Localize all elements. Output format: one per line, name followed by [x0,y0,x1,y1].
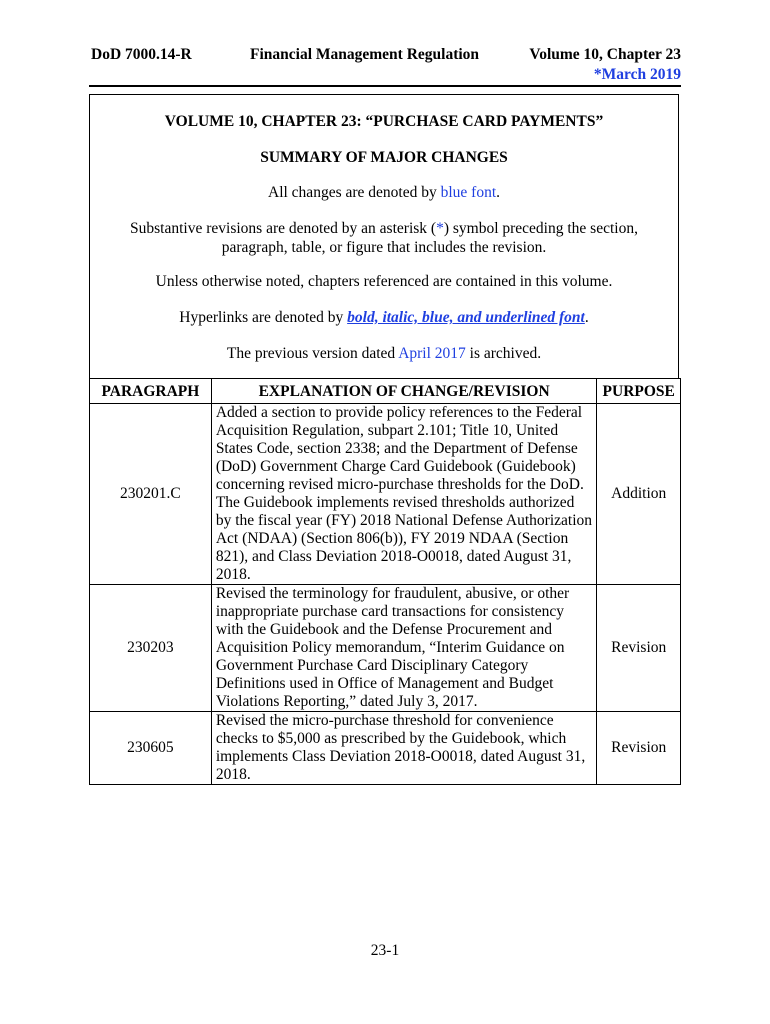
paragraph-cell: 230605 [90,712,212,785]
note-text: All changes are denoted by [268,184,441,201]
summary-archive-note [90,344,678,363]
note-text: ) symbol preceding the section, [443,220,638,237]
header-doc-id: DoD 7000.14-R [91,46,192,63]
summary-box [89,94,679,378]
header-regulation-title: Financial Management Regulation [250,46,480,63]
paragraph-cell: 230203 [90,585,212,712]
column-header-paragraph: PARAGRAPH [90,379,212,404]
note-text: Hyperlinks are denoted by [179,309,348,326]
changes-table [89,378,681,785]
paragraph-cell: 230201.C [90,404,212,585]
note-text: paragraph, table, or figure that includes the revision. [221,239,547,256]
summary-chapters-note: Unless otherwise noted, chapters referenced are contained in this volume. [155,273,613,290]
archived-version-date: April 2017 [398,345,466,362]
note-text: Substantive revisions are denoted by an asterisk ( [130,220,437,237]
page-number: 23-1 [370,942,400,959]
explanation-cell: Added a section to provide policy references to the Federal Acquisition Regulation, subpart 2.101; Title 10, United States Code, section 2338; and the Department of Defense (DoD) Government Charge Card Guidebook (Guidebook) concerning revised micro-purchase thresholds for the DoD. The Guidebook implements revised thresholds authorized by the fiscal year (FY) 2018 National Defense Authorization Act (NDAA) (Section 806(b)), FY 2019 NDAA (Section 821), and Class Deviation 2018-O0018, dated August 31, 2018. [211,404,597,585]
summary-asterisk-note [90,219,678,257]
note-text: . [584,309,589,326]
hyperlink-style-sample[interactable]: bold, italic, blue, and underlined font [347,309,585,326]
table-row [90,585,681,712]
summary-subtitle: SUMMARY OF MAJOR CHANGES [260,149,508,166]
purpose-cell: Revision [597,712,681,785]
purpose-cell: Revision [597,585,681,712]
column-header-purpose: PURPOSE [597,379,681,404]
note-text: . [496,184,500,201]
summary-hyperlink-note [90,308,678,327]
table-header-row [90,379,681,404]
table-row [90,404,681,585]
column-header-explanation: EXPLANATION OF CHANGE/REVISION [211,379,597,404]
header-revision-date: *March 2019 [593,66,681,83]
explanation-cell: Revised the terminology for fraudulent, abusive, or other inappropriate purchase card transactions for consistency with the Guidebook and the Defense Procurement and Acquisition Policy memorandum, “Interim Guidance on Government Purchase Card Disciplinary Category Definitions used in Office of Management and Budget Violations Reporting,” dated July 3, 2017. [211,585,597,712]
purpose-cell: Addition [597,404,681,585]
header-rule [89,85,681,87]
note-text: is archived. [465,345,542,362]
asterisk-symbol: * [436,220,444,237]
note-text: The previous version dated [226,345,399,362]
blue-font-sample: blue font [440,184,497,201]
summary-blue-font-note [90,183,678,202]
table-row [90,712,681,785]
header-volume-chapter: Volume 10, Chapter 23 [529,46,681,63]
explanation-cell: Revised the micro-purchase threshold for convenience checks to $5,000 as prescribed by the Guidebook, which implements Class Deviation 2018-O0018, dated August 31, 2018. [211,712,597,785]
summary-title: VOLUME 10, CHAPTER 23: “PURCHASE CARD PAYMENTS” [164,113,604,130]
